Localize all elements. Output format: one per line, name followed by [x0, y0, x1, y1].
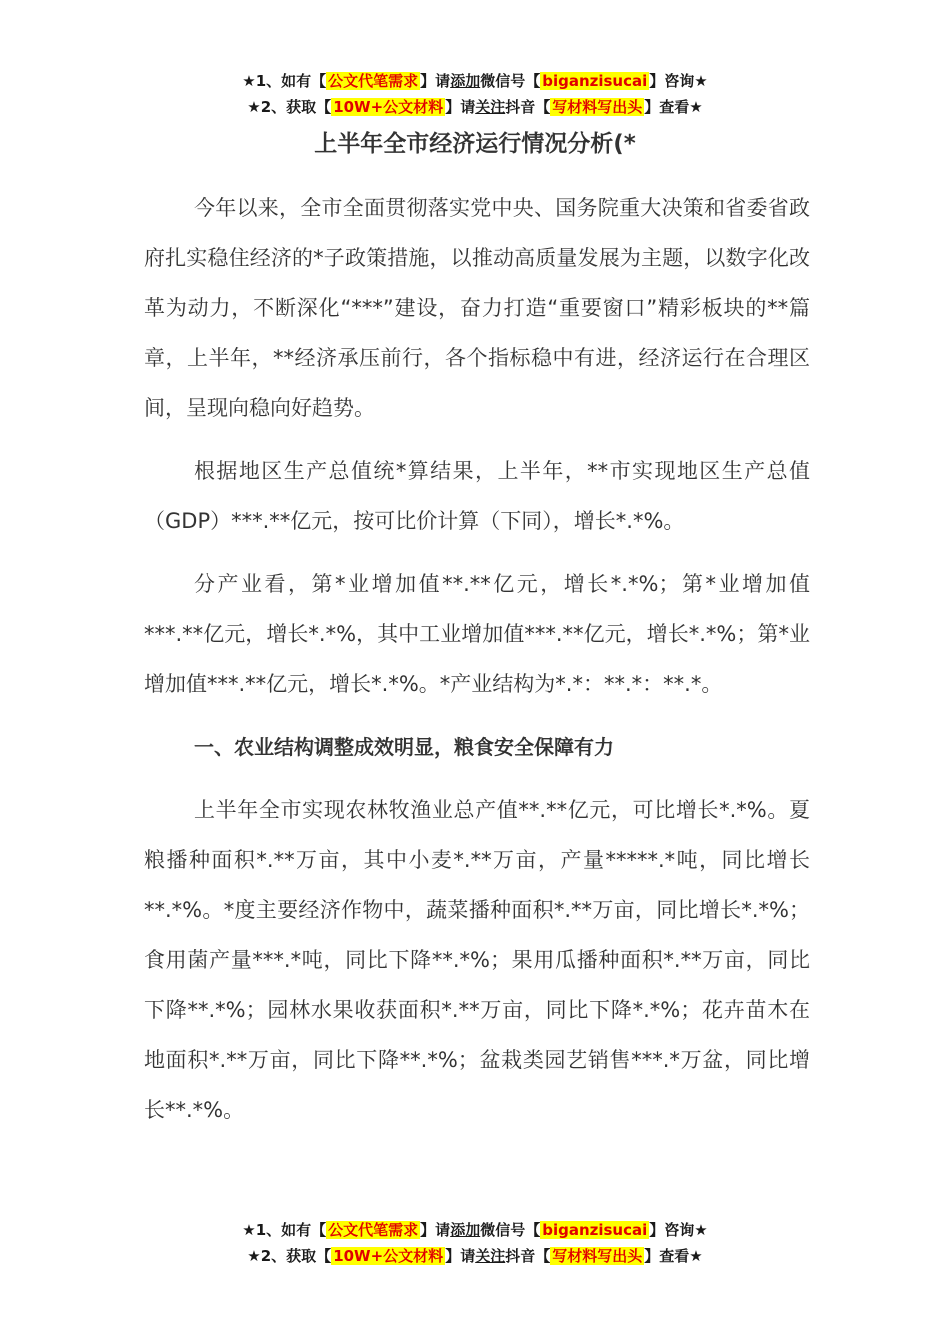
- paragraph-intro: 今年以来，全市全面贯彻落实党中央、国务院重大决策和省委省政府扎实稳住经济的*子政策措施，以推动高质量发展为主题，以数字化改革为动力，不断深化“***”建设，奋力打造“重要窗口”精彩板块的**篇章，上半年，**经济承压前行，各个指标稳中有进，经济运行在合理区间，呈现向稳向好趋势。: [144, 196, 810, 420]
- banner-text: 抖音【: [505, 98, 551, 116]
- banner-text: 】查看★: [644, 1247, 703, 1265]
- banner-text: 抖音【: [505, 1247, 551, 1265]
- paragraph-agriculture: 上半年全市实现农林牧渔业总产值**.**亿元，可比增长*.*%。夏粮播种面积*.**万亩，其中小麦*.**万亩，产量*****.*吨，同比增长**.*%。*度主要经济作物中，蔬菜播种面积*.**万亩，同比增长*.*%；食用菌产量***.*吨，同比下降**.*%；果用瓜播种面积*.**万亩，同比下降**.*%；园林水果收获面积*.**万亩，同比下降*.*%；花卉苗木在地面积*.**万亩，同比下降**.*%；盆栽类园艺销售***.*万盆，同比增长**.*%。: [144, 798, 810, 1122]
- emphasis-add: 添加: [450, 72, 481, 90]
- banner-text: 】咨询★: [649, 72, 708, 90]
- highlight-service: 公文代笔需求: [328, 1221, 419, 1239]
- banner-text: 】请: [420, 1221, 451, 1239]
- banner-text: 微信号【: [480, 72, 541, 90]
- banner-text: 】查看★: [644, 98, 703, 116]
- banner-text: ★1、如有【: [242, 1221, 327, 1239]
- banner-line-2: [0, 1243, 950, 1269]
- banner-line-2: [0, 94, 950, 120]
- highlight-service: 公文代笔需求: [328, 72, 419, 90]
- paragraph-gdp: 根据地区生产总值统*算结果，上半年，**市实现地区生产总值（GDP）***.**亿元，按可比价计算（下同），增长*.*%。: [144, 459, 810, 533]
- highlight-materials: 10W+公文材料: [333, 1247, 444, 1265]
- footer-banner: [0, 1217, 950, 1269]
- header-banner: [0, 68, 950, 120]
- banner-text: 】请: [445, 1247, 476, 1265]
- banner-text: ★2、获取【: [247, 98, 332, 116]
- paragraph-industries: 分产业看，第*业增加值**.**亿元，增长*.*%；第*业增加值***.**亿元，增长*.*%，其中工业增加值***.**亿元，增长*.*%；第*业增加值***.**亿元，增长*.*%。*产业结构为*.*：**.*：**.*。: [144, 572, 810, 696]
- document-body: [144, 183, 810, 1148]
- banner-line-1: [0, 1217, 950, 1243]
- section-heading: 一、农业结构调整成效明显，粮食安全保障有力: [194, 735, 614, 759]
- banner-text: ★1、如有【: [242, 72, 327, 90]
- wechat-id: biganzisucai: [542, 1221, 648, 1239]
- douyin-account: 写材料写出头: [552, 98, 643, 116]
- douyin-account: 写材料写出头: [552, 1247, 643, 1265]
- banner-line-1: [0, 68, 950, 94]
- emphasis-follow: 关注: [475, 1247, 506, 1265]
- banner-text: 】请: [420, 72, 451, 90]
- emphasis-follow: 关注: [475, 98, 506, 116]
- wechat-id: biganzisucai: [542, 72, 648, 90]
- banner-text: 微信号【: [480, 1221, 541, 1239]
- document-title: 上半年全市经济运行情况分析(*: [314, 131, 636, 157]
- banner-text: 】咨询★: [649, 1221, 708, 1239]
- banner-text: 】请: [445, 98, 476, 116]
- highlight-materials: 10W+公文材料: [333, 98, 444, 116]
- emphasis-add: 添加: [450, 1221, 481, 1239]
- banner-text: ★2、获取【: [247, 1247, 332, 1265]
